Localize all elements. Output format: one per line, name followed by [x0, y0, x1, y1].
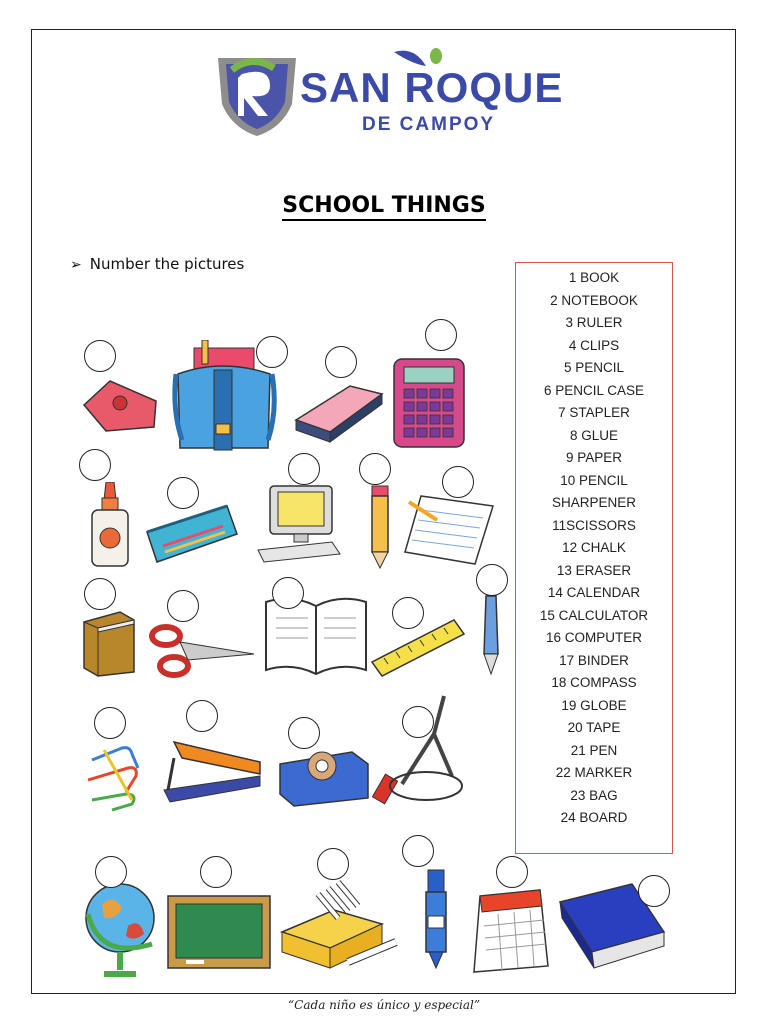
marker-picture	[420, 866, 452, 972]
word-list-item: 3 RULER	[565, 315, 623, 330]
word-list-item: 18 COMPASS	[551, 675, 637, 690]
chalk-picture	[278, 880, 402, 974]
word-list-item: 7 STAPLER	[558, 405, 630, 420]
answer-circle[interactable]	[317, 848, 349, 880]
board-picture	[166, 894, 272, 972]
stapler-picture	[160, 736, 264, 808]
computer-picture	[256, 484, 342, 564]
answer-circle[interactable]	[272, 577, 304, 609]
pencil-case-picture	[143, 500, 239, 568]
answer-circle[interactable]	[288, 453, 320, 485]
word-list-item: 12 CHALK	[562, 540, 626, 555]
answer-circle[interactable]	[186, 700, 218, 732]
answer-circle[interactable]	[325, 346, 357, 378]
calendar-picture	[470, 886, 550, 976]
arrow-bullet-icon: ➢	[70, 257, 82, 273]
answer-circle[interactable]	[167, 477, 199, 509]
answer-circle[interactable]	[402, 835, 434, 867]
answer-circle[interactable]	[94, 707, 126, 739]
answer-circle[interactable]	[84, 578, 116, 610]
book-picture	[80, 608, 138, 678]
word-list-item: 6 PENCIL CASE	[543, 382, 645, 398]
word-list-item: 5 PENCIL	[563, 360, 625, 375]
word-list-item: 9 PAPER	[565, 450, 623, 465]
answer-circle[interactable]	[288, 717, 320, 749]
word-list-item: 13 ERASER	[556, 562, 632, 578]
shield-logo-icon	[212, 44, 302, 140]
word-list-item: 11SCISSORS	[552, 517, 636, 533]
word-list-item: 14 CALENDAR	[547, 585, 641, 600]
word-list-item: 8 GLUE	[569, 427, 619, 443]
answer-circle[interactable]	[79, 449, 111, 481]
eraser-picture	[290, 378, 386, 444]
instruction-text: Number the pictures	[89, 255, 245, 273]
scissors-picture	[148, 624, 258, 680]
answer-circle[interactable]	[425, 319, 457, 351]
answer-circle[interactable]	[167, 590, 199, 622]
word-list	[516, 267, 672, 830]
answer-circle[interactable]	[442, 466, 474, 498]
word-list-item: 19 GLOBE	[561, 697, 627, 713]
answer-circle[interactable]	[392, 597, 424, 629]
word-list-item: SHARPENER	[551, 495, 637, 510]
answer-circle[interactable]	[638, 875, 670, 907]
pen-picture	[476, 592, 504, 678]
answer-circle[interactable]	[359, 453, 391, 485]
answer-circle[interactable]	[200, 856, 232, 888]
school-logo	[212, 44, 582, 140]
answer-circle[interactable]	[95, 856, 127, 888]
tape-picture	[276, 742, 372, 808]
leaf-accent-icon	[392, 44, 452, 80]
globe-picture	[80, 874, 164, 978]
word-list-item: 22 MARKER	[555, 765, 633, 780]
word-list-item: 4 CLIPS	[568, 337, 620, 353]
word-list-item: 20 TAPE	[567, 720, 621, 735]
answer-circle[interactable]	[256, 336, 288, 368]
answer-circle[interactable]	[496, 856, 528, 888]
word-list-item: 1 BOOK	[568, 270, 620, 285]
logo-subtitle: DE CAMPOY	[362, 114, 496, 135]
word-list-item: 17 BINDER	[559, 652, 629, 668]
paper-picture	[403, 490, 495, 568]
word-list-item: 16 COMPUTER	[545, 630, 643, 645]
word-list-box	[515, 262, 673, 854]
answer-circle[interactable]	[476, 564, 508, 596]
clips-picture	[82, 740, 152, 812]
worksheet-title: SCHOOL THINGS	[0, 193, 768, 218]
pencil-picture	[366, 484, 394, 570]
word-list-item: 21 PEN	[570, 742, 618, 758]
logo-name: SAN ROQUE	[300, 64, 564, 111]
sharpener-picture	[80, 375, 162, 435]
instruction	[70, 255, 244, 273]
word-list-item: 15 CALCULATOR	[539, 607, 649, 623]
word-list-item: 10 PENCIL	[560, 472, 628, 488]
answer-circle[interactable]	[84, 340, 116, 372]
word-list-item: 23 BAG	[570, 787, 618, 803]
answer-circle[interactable]	[402, 706, 434, 738]
glue-picture	[88, 482, 132, 568]
word-list-item: 24 BOARD	[560, 810, 628, 825]
footer-motto: “Cada niño es único y especial”	[288, 998, 480, 1012]
calculator-picture	[392, 355, 470, 451]
word-list-item: 2 NOTEBOOK	[550, 292, 638, 308]
